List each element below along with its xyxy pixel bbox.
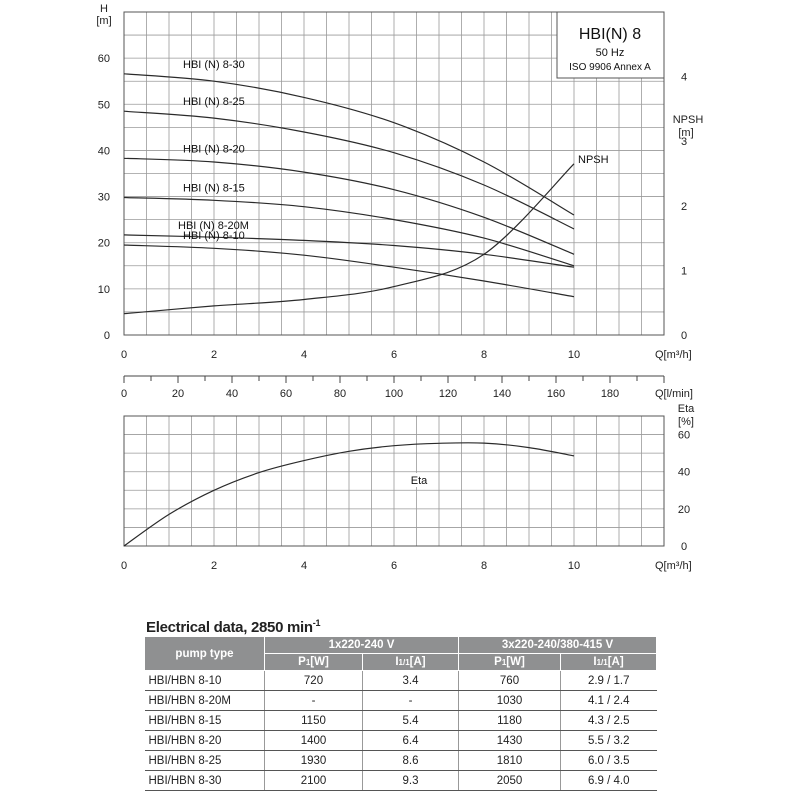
- lmin-tick-label: 160: [546, 388, 566, 400]
- pump-type-cell: HBI/HBN 8-10: [145, 671, 265, 691]
- in-three-cell: 4.1 / 2.4: [561, 691, 657, 711]
- in-single-cell: 8.6: [363, 751, 459, 771]
- header-in-single: I1/1[A]: [363, 654, 459, 671]
- p1-single-cell: 1150: [265, 711, 363, 731]
- p1-three-cell: 2050: [459, 771, 561, 791]
- eta-x-tick-label: 6: [390, 560, 398, 572]
- series-label: HBI (N) 8-20M: [178, 219, 249, 232]
- header-p1-three: P1[W]: [459, 654, 561, 671]
- table-row: [145, 771, 657, 791]
- series-label: HBI (N) 8-25: [183, 96, 245, 109]
- lmin-tick-label: 100: [384, 388, 404, 400]
- p1-three-cell: 1810: [459, 751, 561, 771]
- eta-y-tick-label: 60: [677, 429, 691, 442]
- eta-x-axis-label: Q[m³/h]: [655, 560, 692, 572]
- y2-tick-label: 1: [680, 265, 688, 278]
- y2-tick-label: 3: [680, 136, 688, 149]
- eta-y-tick-label: 0: [680, 541, 688, 553]
- p1-single-cell: 1930: [265, 751, 363, 771]
- eta-y-tick-label: 40: [677, 466, 691, 479]
- lmin-tick-label: 120: [438, 388, 458, 400]
- x-tick-label: 8: [480, 349, 488, 361]
- in-single-cell: -: [363, 691, 459, 711]
- y-tick-label: 0: [103, 330, 110, 342]
- in-single-cell: 5.4: [363, 711, 459, 731]
- npsh-label: NPSH: [578, 153, 609, 166]
- x-tick-label: 4: [300, 349, 308, 361]
- eta-axis-label: Eta: [677, 403, 695, 415]
- lmin-tick-label: 60: [279, 388, 293, 400]
- eta-axis-unit: [%]: [678, 416, 694, 428]
- y2-tick-label: 2: [680, 200, 688, 213]
- y2-axis-unit: [m]: [678, 127, 694, 139]
- pump-type-cell: HBI/HBN 8-25: [145, 751, 265, 771]
- p1-single-cell: 1400: [265, 731, 363, 751]
- eta-y-tick-label: 20: [677, 503, 691, 516]
- in-single-cell: 9.3: [363, 771, 459, 791]
- table-row: [145, 711, 657, 731]
- lmin-tick-label: 20: [171, 388, 185, 400]
- lmin-tick-label: 0: [120, 388, 128, 400]
- eta-x-tick-label: 4: [300, 560, 308, 572]
- y-axis-label: H: [100, 3, 108, 15]
- eta-label: Eta: [410, 475, 428, 487]
- lmin-axis-label: Q[l/min]: [655, 388, 693, 400]
- pump-type-cell: HBI/HBN 8-30: [145, 771, 265, 791]
- y2-tick-label: 4: [680, 71, 688, 84]
- eta-x-tick-label: 10: [567, 560, 581, 572]
- table-row: [145, 751, 657, 771]
- header-three-phase: 3x220-240/380-415 V: [459, 637, 657, 654]
- in-single-cell: 6.4: [363, 731, 459, 751]
- series-label: HBI (N) 8-30: [183, 58, 245, 71]
- header-single-phase: 1x220-240 V: [265, 637, 459, 654]
- series-label: HBI (N) 8-15: [183, 182, 245, 195]
- y-tick-label: 10: [97, 283, 110, 296]
- in-three-cell: 6.9 / 4.0: [561, 771, 657, 791]
- y2-axis-label: NPSH: [672, 114, 704, 126]
- in-single-cell: 3.4: [363, 671, 459, 691]
- p1-three-cell: 1030: [459, 691, 561, 711]
- header-p1-single: P1[W]: [265, 654, 363, 671]
- pump-type-cell: HBI/HBN 8-20: [145, 731, 265, 751]
- electrical-data-table: [144, 636, 657, 791]
- lmin-tick-label: 140: [492, 388, 512, 400]
- y-tick-label: 60: [97, 53, 110, 66]
- eta-x-tick-label: 0: [120, 560, 128, 572]
- header-pump-type: pump type: [145, 637, 265, 671]
- x-axis-label: Q[m³/h]: [655, 349, 692, 361]
- eta-x-tick-label: 2: [210, 560, 218, 572]
- x-tick-label: 0: [120, 349, 128, 361]
- y-tick-label: 20: [97, 237, 110, 250]
- header-in-three: I1/1[A]: [561, 654, 657, 671]
- title-box-frequency: 50 Hz: [595, 47, 625, 59]
- eta-x-tick-label: 8: [480, 560, 488, 572]
- in-three-cell: 5.5 / 3.2: [561, 731, 657, 751]
- p1-three-cell: 1180: [459, 711, 561, 731]
- in-three-cell: 2.9 / 1.7: [561, 671, 657, 691]
- x-tick-label: 6: [390, 349, 398, 361]
- electrical-data-title: Electrical data, 2850 $\min^{-1}$: [146, 618, 321, 636]
- lmin-tick-label: 40: [225, 388, 239, 400]
- y2-tick-label: 0: [680, 330, 688, 342]
- y-tick-label: 40: [97, 145, 110, 158]
- in-three-cell: 6.0 / 3.5: [561, 751, 657, 771]
- p1-single-cell: 720: [265, 671, 363, 691]
- table-row: [145, 691, 657, 711]
- pump-type-cell: HBI/HBN 8-20M: [145, 691, 265, 711]
- table-row: [145, 731, 657, 751]
- p1-single-cell: -: [265, 691, 363, 711]
- eta-chart-grid: [124, 416, 664, 546]
- x-tick-label: 10: [567, 349, 581, 361]
- title-box-name: HBI(N) 8: [578, 26, 642, 43]
- title-box-standard: ISO 9906 Annex A: [569, 62, 651, 73]
- lmin-tick-label: 180: [600, 388, 620, 400]
- lmin-tick-label: 80: [333, 388, 347, 400]
- p1-three-cell: 760: [459, 671, 561, 691]
- pump-type-cell: HBI/HBN 8-15: [145, 711, 265, 731]
- y-axis-unit: [m]: [96, 15, 112, 27]
- table-row: [145, 671, 657, 691]
- y-tick-label: 50: [97, 99, 110, 112]
- p1-single-cell: 2100: [265, 771, 363, 791]
- p1-three-cell: 1430: [459, 731, 561, 751]
- series-label: HBI (N) 8-20: [183, 143, 245, 156]
- y-tick-label: 30: [97, 191, 110, 204]
- series-label: HBI (N) 8-10: [183, 230, 245, 243]
- x-tick-label: 2: [210, 349, 218, 361]
- in-three-cell: 4.3 / 2.5: [561, 711, 657, 731]
